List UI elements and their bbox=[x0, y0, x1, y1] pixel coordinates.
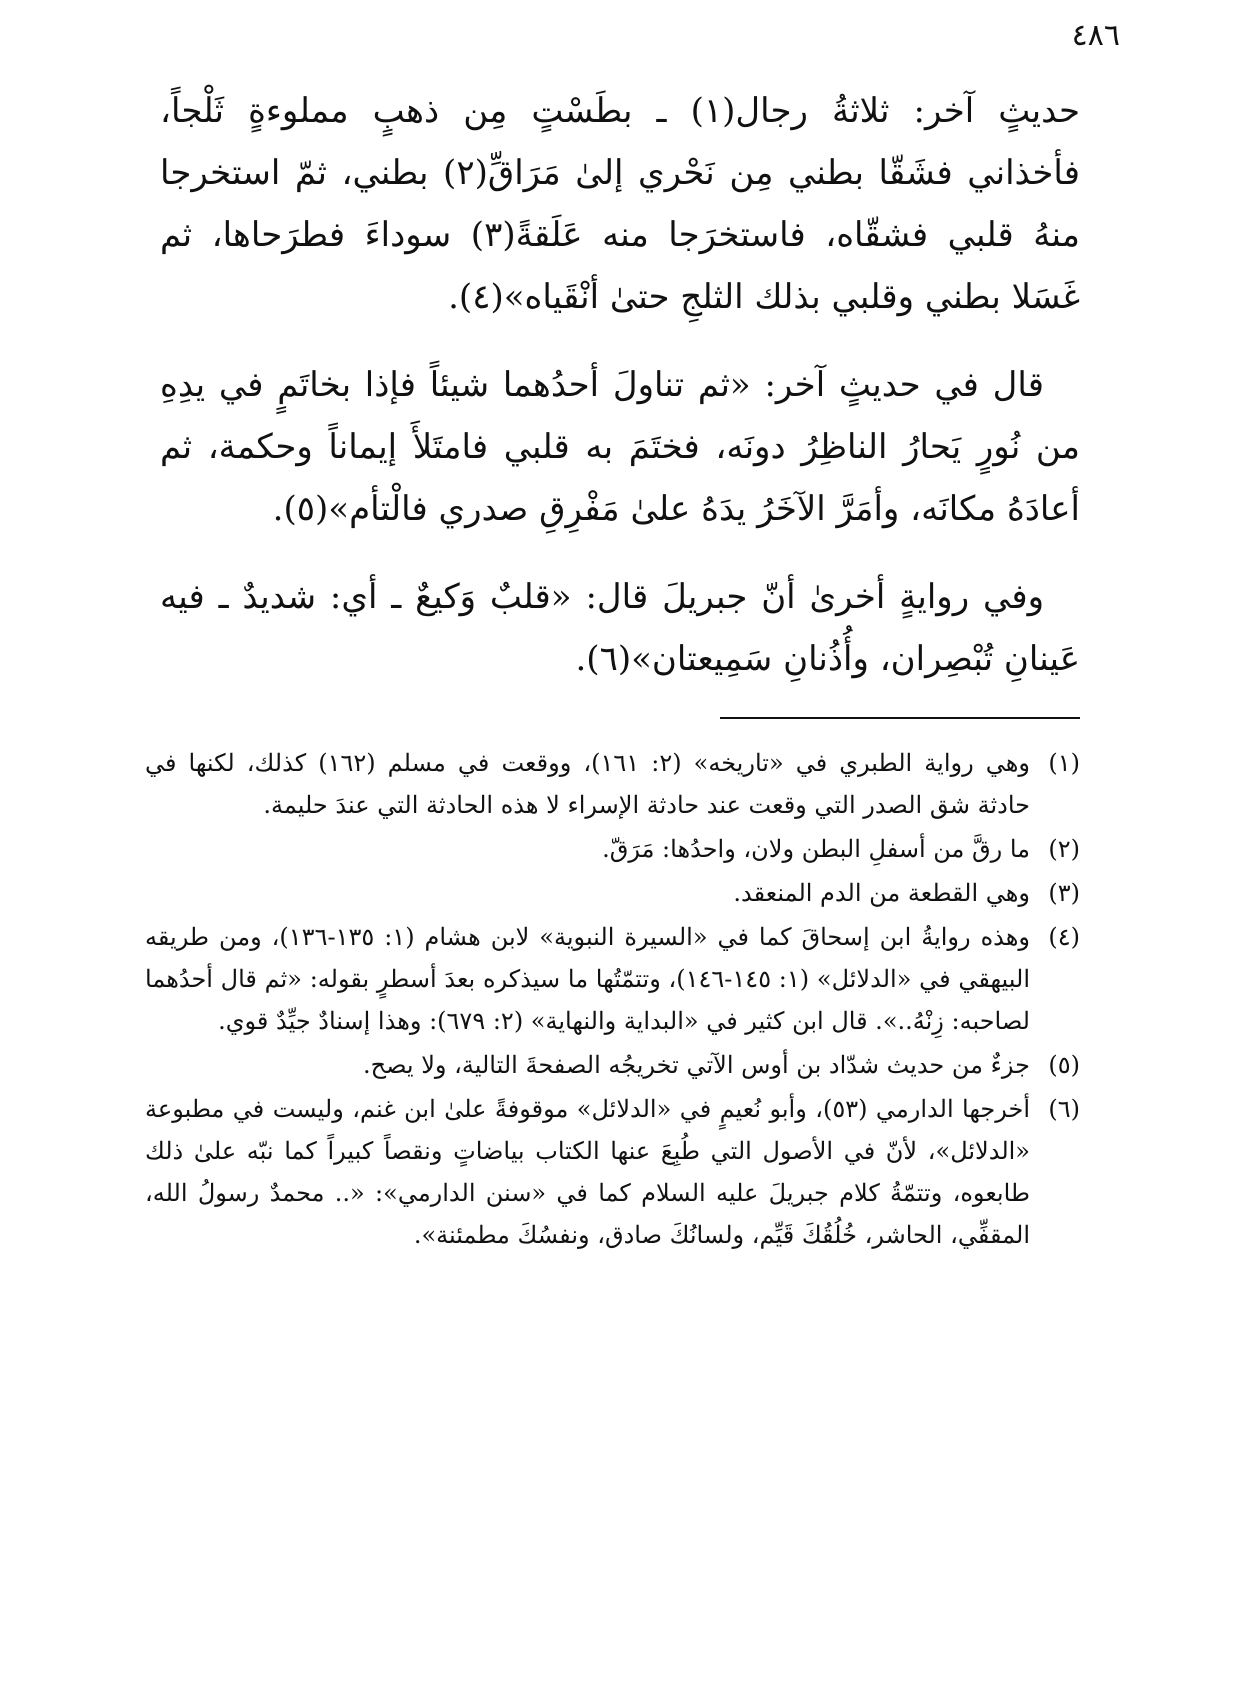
page-number: ٤٨٦ bbox=[1071, 18, 1120, 53]
paragraph: قال في حديثٍ آخر: «ثم تناولَ أحدُهما شيئاً فإذا بخاتَمٍ في يدِهِ من نُورٍ يَحارُ الناظِرُ دونَه، فختَمَ به قلبي فامتَلأَ إيماناً وحكمة، ثم أعادَهُ مكانَه، وأمَرَّ الآخَرُ يدَهُ علىٰ مَفْرِقِ صدري فالْتأم»(٥). bbox=[160, 365, 1080, 529]
footnote bbox=[145, 828, 1080, 870]
footnote-text: ما رقَّ من أسفلِ البطن ولان، واحدُها: مَرَقّ. bbox=[602, 835, 1030, 863]
footnote-text: وهي رواية الطبري في «تاريخه» (٢: ١٦١)، ووقعت في مسلم (١٦٢) كذلك، لكنها في حادثة شق الصدر التي وقعت عند حادثة الإسراء لا هذه الحادثة التي عندَ حليمة. bbox=[145, 749, 1030, 819]
footnote-number: (١) bbox=[1048, 749, 1080, 777]
footnote-text: أخرجها الدارمي (٥٣)، وأبو نُعيمٍ في «الدلائل» موقوفةً علىٰ ابن غنم، وليست في مطبوعة «الدلائل»، لأنّ في الأصول التي طُبِعَ عنها الكتاب بياضاتٍ ونقصاً كبيراً كما نبّه علىٰ ذلك طابعوه، وتتمّةُ كلام جبريلَ عليه السلام كما في «سنن الدارمي»: «.. محمدٌ رسولُ الله، المقفِّي، الحاشر، خُلُقُكَ قَيِّم، ولسانُكَ صادق، ونفسُكَ مطمئنة». bbox=[145, 1095, 1030, 1249]
footnote-number: (٥) bbox=[1048, 1051, 1080, 1079]
footnote-separator bbox=[720, 717, 1080, 719]
footnote-text: وهي القطعة من الدم المنعقد. bbox=[733, 879, 1030, 907]
footnotes bbox=[145, 742, 1080, 1258]
paragraph: حديثٍ آخر: ثلاثةُ رجال(١) ـ بطَسْتٍ مِن ذهبٍ مملوءةٍ ثَلْجاً، فأخذاني فشَقّا بطني مِن نَحْري إلىٰ مَرَاقِّ(٢) بطني، ثمّ استخرجا منهُ قلبي فشقّاه، فاستخرَجا منه عَلَقةً(٣) سوداءَ فطرَحاها، ثم غَسَلا بطني وقلبي بذلك الثلجِ حتىٰ أنْقَياه»(٤). bbox=[160, 91, 1081, 317]
footnote bbox=[145, 916, 1080, 1042]
main-text bbox=[160, 80, 1080, 716]
footnote bbox=[145, 872, 1080, 914]
footnote-number: (٢) bbox=[1048, 835, 1080, 863]
footnote-text: جزءٌ من حديث شدّاد بن أوس الآتي تخريجُه الصفحةَ التالية، ولا يصح. bbox=[362, 1051, 1030, 1079]
footnote-number: (٦) bbox=[1048, 1095, 1080, 1123]
footnote bbox=[145, 1044, 1080, 1086]
footnote bbox=[145, 1088, 1080, 1256]
footnote bbox=[145, 742, 1080, 826]
footnote-number: (٣) bbox=[1048, 879, 1080, 907]
paragraph: وفي روايةٍ أخرىٰ أنّ جبريلَ قال: «قلبٌ وَكيعٌ ـ أي: شديدٌ ـ فيه عَينانِ تُبْصِران، وأُذُنانِ سَمِيعتان»(٦). bbox=[160, 577, 1080, 679]
footnote-number: (٤) bbox=[1048, 923, 1080, 951]
footnote-text: وهذه روايةُ ابن إسحاقَ كما في «السيرة النبوية» لابن هشام (١: ١٣٥-١٣٦)، ومن طريقه البيهقي في «الدلائل» (١: ١٤٥-١٤٦)، وتتمّتُها ما سيذكره بعدَ أسطرٍ بقوله: «ثم قال أحدُهما لصاحبه: زِنْهُ..». قال ابن كثير في «البداية والنهاية» (٢: ٦٧٩): وهذا إسنادٌ جيِّدٌ قوي. bbox=[145, 923, 1030, 1035]
